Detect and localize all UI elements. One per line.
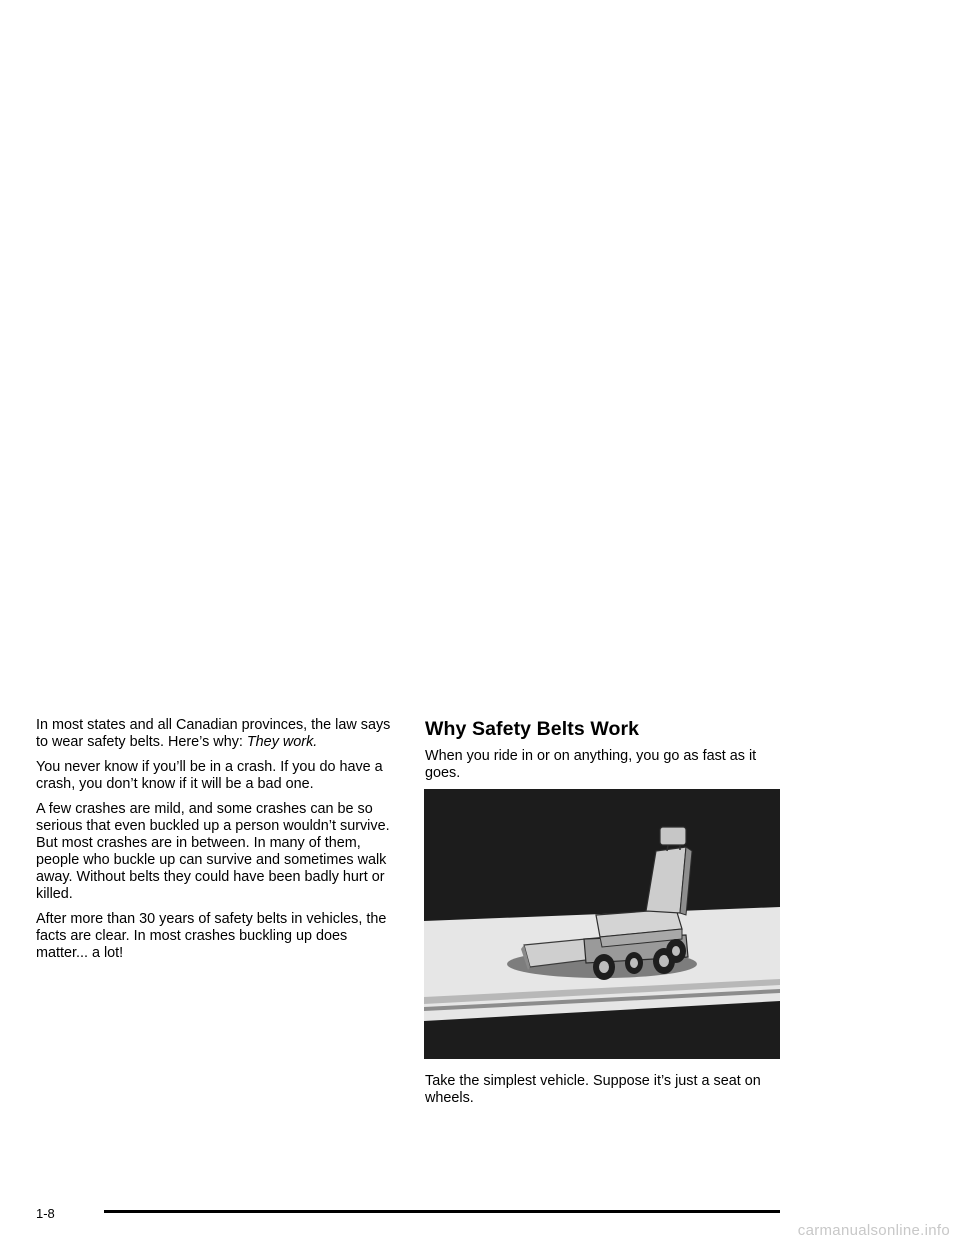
wheel-front-left: [593, 954, 615, 980]
seat-on-wheels-illustration: [424, 789, 780, 1059]
paragraph-ride-speed: When you ride in or on anything, you go as fast as it goes.: [425, 748, 757, 781]
wheel-rear-right: [666, 939, 686, 963]
page-number: 1-8: [36, 1206, 55, 1221]
paragraph-crash-unknown: You never know if you’ll be in a crash. If you do have a crash, you don’t know if it will be a bad one.: [36, 759, 383, 792]
watermark: carmanualsonline.info: [797, 1222, 950, 1239]
paragraph-facts-clear: After more than 30 years of safety belts in vehicles, the facts are clear. In most crashes buckling up does matter... a lot!: [36, 911, 387, 961]
footer-rule: [104, 1210, 780, 1213]
right-column: [425, 717, 785, 782]
figure-caption: Take the simplest vehicle. Suppose it’s just a seat on wheels.: [425, 1073, 761, 1106]
paragraph-safety-belt-law-text: In most states and all Canadian provinces, the law says to wear safety belts. Here’s why:: [36, 717, 391, 750]
emphasis-they-work: They work.: [246, 734, 318, 750]
headrest-post-left: [667, 845, 668, 851]
paragraph-crash-severity: A few crashes are mild, and some crashes can be so serious that even buckled up a person wouldn’t survive. But most crashes are in between. In many of them, people who buckle up can survive and sometimes walk away. Without belts they could have been badly hurt or killed.: [36, 801, 390, 902]
paragraph-safety-belt-law: [36, 717, 398, 751]
wheel-front-right: [625, 952, 643, 974]
seat-headrest: [660, 827, 686, 845]
section-heading-why-safety-belts-work: Why Safety Belts Work: [425, 718, 640, 740]
left-column: [36, 717, 398, 970]
seat-on-wheels-drawing: [424, 789, 780, 1059]
